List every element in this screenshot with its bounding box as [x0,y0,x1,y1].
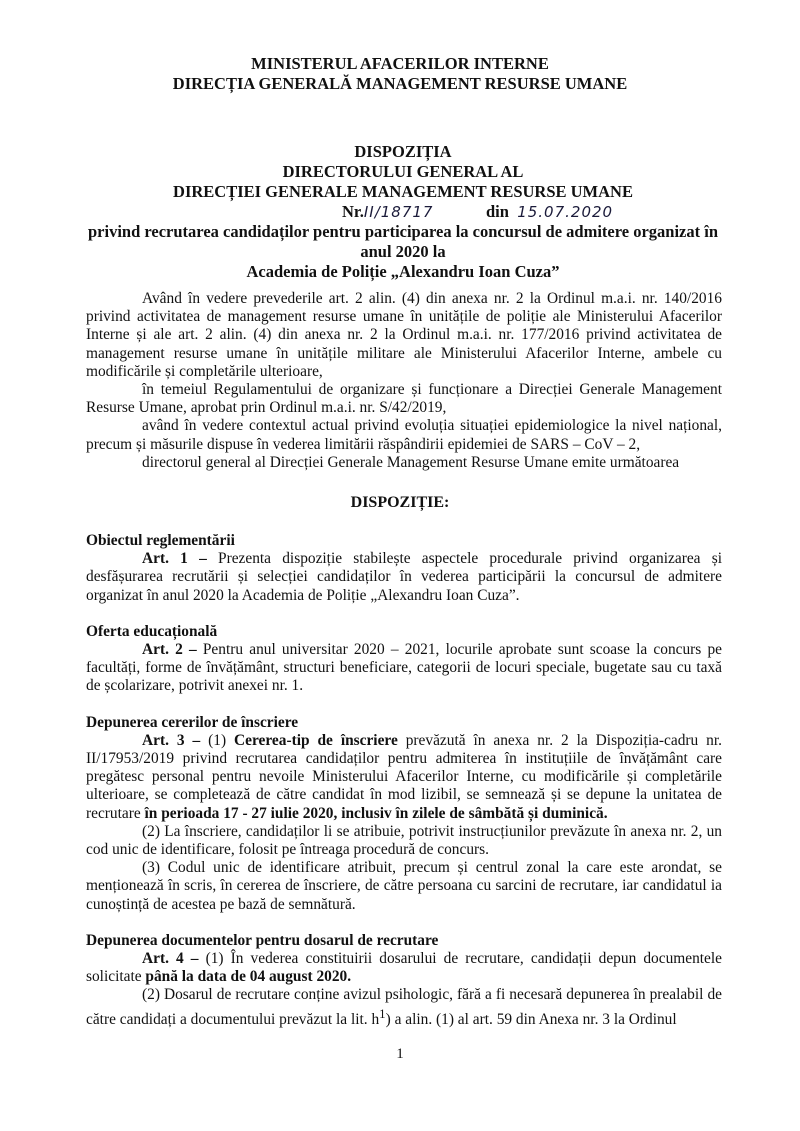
document-number [342,202,433,222]
section-title-4: Depunerea documentelor pentru dosarul de recrutare [86,931,439,949]
dispozitie-heading: DISPOZIȚIE: [350,494,450,511]
preamble [86,290,722,472]
article-4-p2-text-a: (2) Dosarul de recrutare conține avizul psihologic, fără a fi necesară depunerea în prealabil de către candidați a documentului prevăzut la lit. h [86,986,722,1028]
section-title-2: Oferta educațională [86,622,218,640]
article-1-text: Prezenta dispoziție stabilește aspectele procedurale privind organizarea și desfășurarea recrutării și selecției candidaților în vederea participării la concursul de admitere organizat în anul 2020 la Academia de Poliție „Alexandru Ioan Cuza”. [86,550,722,604]
nr-handwritten-value: II/18717 [363,203,434,221]
title-block [86,142,720,282]
article-2-label: Art. 2 – [142,641,197,659]
article-3-bold-1: Cererea-tip de înscriere [234,731,398,749]
document-header [0,54,800,94]
section-title-3: Depunerea cererilor de înscriere [86,713,299,731]
article-4-paragraph-2 [86,986,722,1029]
nr-label: Nr. [342,202,364,221]
subject-line-2: Academia de Poliție „Alexandru Ioan Cuza” [246,262,560,281]
title-line-3: DIRECȚIEI GENERALE MANAGEMENT RESURSE UMANE [173,182,633,201]
article-2 [86,641,722,696]
number-date-line [86,202,720,222]
article-3-text-a: (1) [200,731,235,749]
document-date [486,202,613,222]
article-4-p2-text-b: ) a alin. (1) al art. 59 din Anexa nr. 3 la Ordinul [385,1010,677,1028]
article-1 [86,550,722,605]
section-title-1: Obiectul reglementării [86,532,235,549]
preamble-paragraph-4: directorul general al Direcției Generale Management Resurse Umane emite următoarea [142,453,680,471]
article-4-p2-superscript: 1 [379,1006,386,1021]
ministry-name: MINISTERUL AFACERILOR INTERNE [251,54,549,73]
title-line-2: DIRECTORULUI GENERAL AL [282,162,524,181]
preamble-paragraph-1: Având în vedere prevederile art. 2 alin. (4) din anexa nr. 2 la Ordinul m.a.i. nr. 140/2016 privind activitatea de management resurse umane în unitățile de poliție ale Ministerului Afacerilor Interne și ale art. 2 alin. (4) din anexa nr. 2 la Ordinul m.a.i. nr. 177/2016 privind activitatea de management resurse umane în unitățile militare ale Ministerului Afacerilor Interne, ambele cu modificările și completările ulterioare, [86,290,722,380]
article-1-label: Art. 1 – [142,550,207,568]
article-3-bold-2: în perioada 17 - 27 iulie 2020, inclusiv în zilele de sâmbătă și duminică. [144,804,608,822]
article-3-paragraph-1 [86,732,722,823]
preamble-paragraph-3: având în vedere contextul actual privind evoluția situației epidemiologice la nivel național, precum și măsurile dispuse în vederea limitării răspândirii epidemiei de SARS – CoV – 2, [86,417,722,453]
article-3-paragraph-2: (2) La înscriere, candidaților li se atribuie, potrivit instrucțiunilor prevăzute în anexa nr. 2, un cod unic de identificare, folosit pe întreaga procedură de concurs. [86,822,722,859]
article-4-bold: până la data de 04 august 2020. [145,968,352,986]
preamble-paragraph-2: în temeiul Regulamentului de organizare și funcționare a Direcției Generale Management Resurse Umane, aprobat prin Ordinul m.a.i. nr. S/42/2019, [86,381,722,417]
title-line-1: DISPOZIȚIA [354,142,452,161]
date-label: din [486,202,509,221]
article-4-text-a: (1) În vederea constituirii dosarului de recrutare, candidații depun documentele solicitate [86,950,722,986]
date-handwritten-value: 15.07.2020 [517,203,614,221]
article-4-paragraph-1 [86,950,722,986]
directorate-name: DIRECȚIA GENERALĂ MANAGEMENT RESURSE UMANE [172,74,628,93]
article-2-text: Pentru anul universitar 2020 – 2021, locurile aprobate sunt scoase la concurs pe facultăți, forme de învățământ, structuri beneficiare, categorii de locuri speciale, bugetate sau cu taxă de școlarizare, potrivit anexei nr. 1. [86,641,722,695]
article-3-label: Art. 3 – [142,731,201,749]
subject-line-1: privind recrutarea candidaților pentru participarea la concursul de admitere organizat în anul 2020 la [87,222,719,261]
document-body [86,532,722,1029]
article-3-paragraph-3: (3) Codul unic de identificare atribuit, precum și centrul zonal la care este arondat, se menționează în scris, în cererea de înscriere, de către persoana cu sarcini de recrutare, iar candidatul ia cunoștință de acestea pe bază de semnătură. [86,859,722,913]
article-4-label: Art. 4 – [142,950,199,968]
page-number: 1 [396,1046,404,1062]
article-3-text-b: prevăzută în anexa nr. 2 la Dispoziția-cadru nr. II/17953/2019 privind recrutarea candidaților pentru admiterea în instituțiile de învățământ care pregătesc personal pentru nevoile Ministerului Afacerilor Interne, cu modificările și completările ulterioare, se completează de către candidat în mod lizibil, se semnează și se depune la unitatea de recrutare [86,731,722,822]
